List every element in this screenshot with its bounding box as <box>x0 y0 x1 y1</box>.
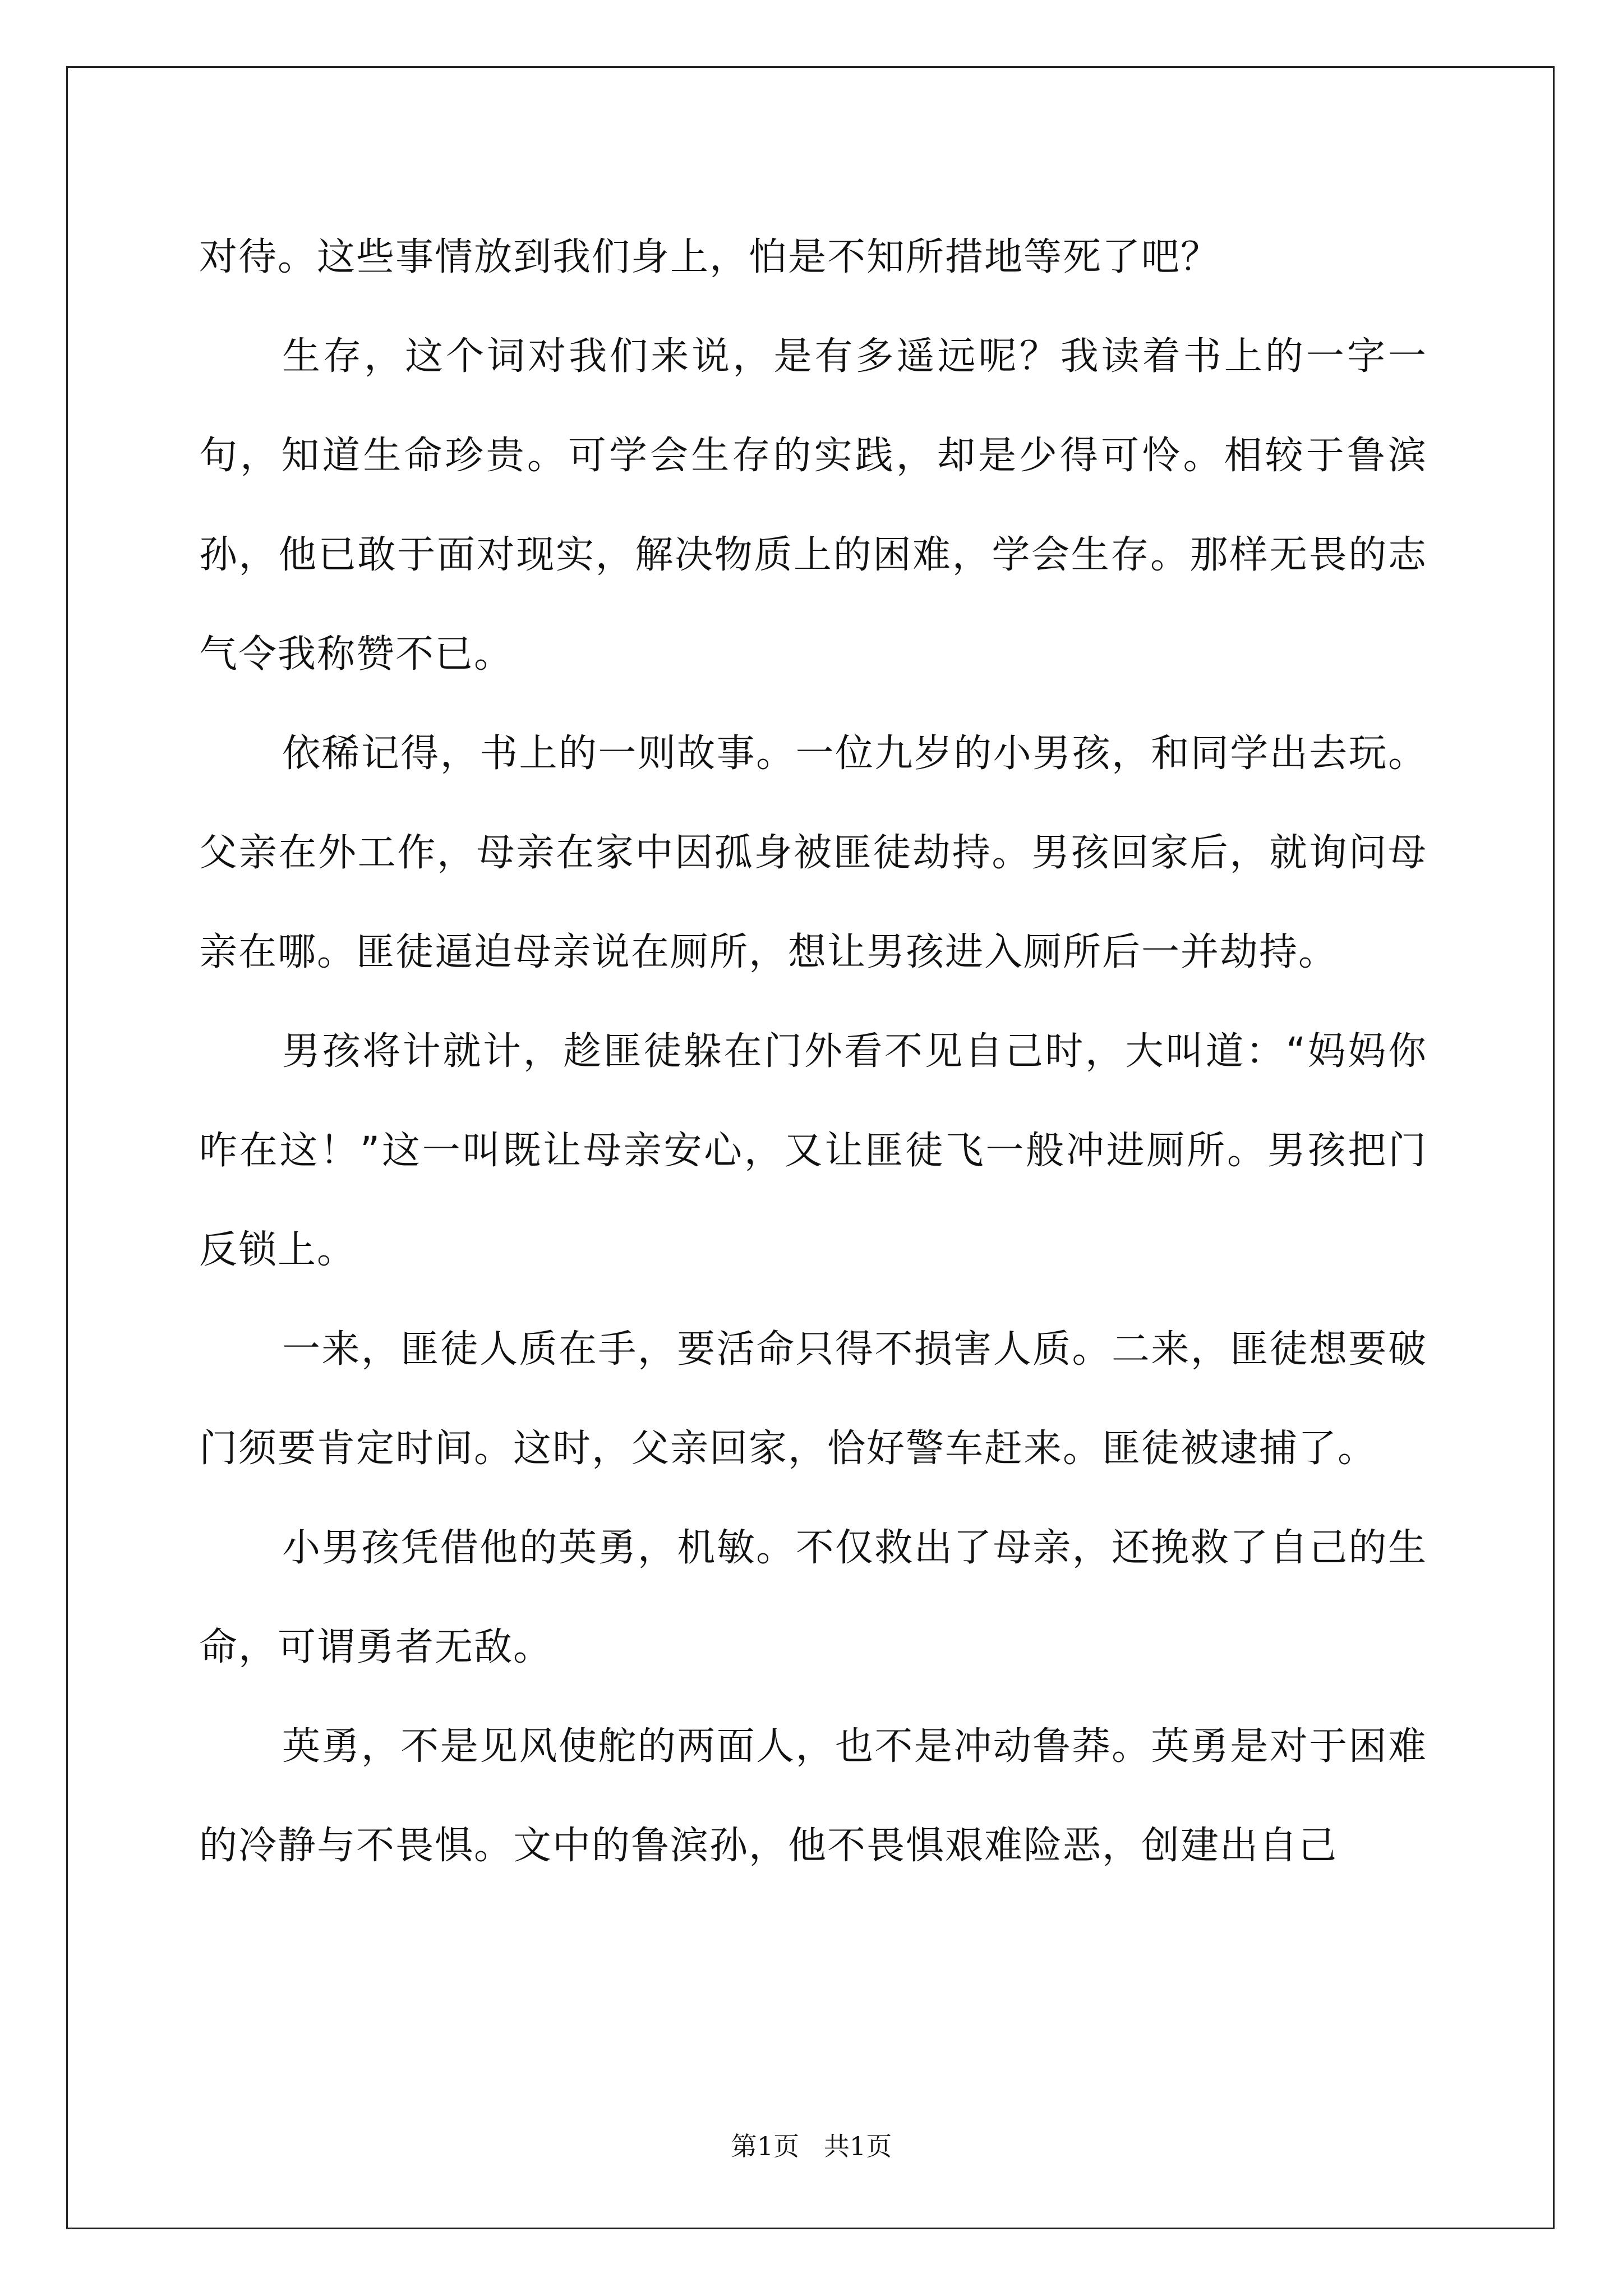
paragraph-4: 男孩将计就计，趁匪徒躲在门外看不见自己时，大叫道：“妈妈你咋在这！”这一叫既让母亲安心，又让匪徒飞一般冲进厕所。男孩把门反锁上。 <box>199 1029 1427 1272</box>
paragraph-2: 生存，这个词对我们来说，是有多遥远呢？我读着书上的一字一句，知道生命珍贵。可学会生存的实践，却是少得可怜。相较于鲁滨孙，他已敢于面对现实，解决物质上的困难，学会生存。那样无畏的志气令我称赞不已。 <box>199 334 1427 677</box>
page-number-footer: 第1页 共1页 <box>731 2131 892 2161</box>
paragraph-7: 英勇，不是见风使舵的两面人，也不是冲动鲁莽。英勇是对于困难的冷静与不畏惧。文中的鲁滨孙，他不畏惧艰难险恶，创建出自己 <box>199 1724 1427 1868</box>
document-body <box>199 208 1427 1895</box>
paragraph-1: 对待。这些事情放到我们身上，怕是不知所措地等死了吧？ <box>199 235 1220 279</box>
paragraph-6: 小男孩凭借他的英勇，机敏。不仅救出了母亲，还挽救了自己的生命，可谓勇者无敌。 <box>199 1526 1427 1669</box>
paragraph-3: 依稀记得，书上的一则故事。一位九岁的小男孩，和同学出去玩。父亲在外工作，母亲在家中因孤身被匪徒劫持。男孩回家后，就询问母亲在哪。匪徒逼迫母亲说在厕所，想让男孩进入厕所后一并劫持。 <box>199 731 1427 974</box>
paragraph-5: 一来，匪徒人质在手，要活命只得不损害人质。二来，匪徒想要破门须要肯定时间。这时，父亲回家，恰好警车赶来。匪徒被逮捕了。 <box>199 1327 1427 1471</box>
